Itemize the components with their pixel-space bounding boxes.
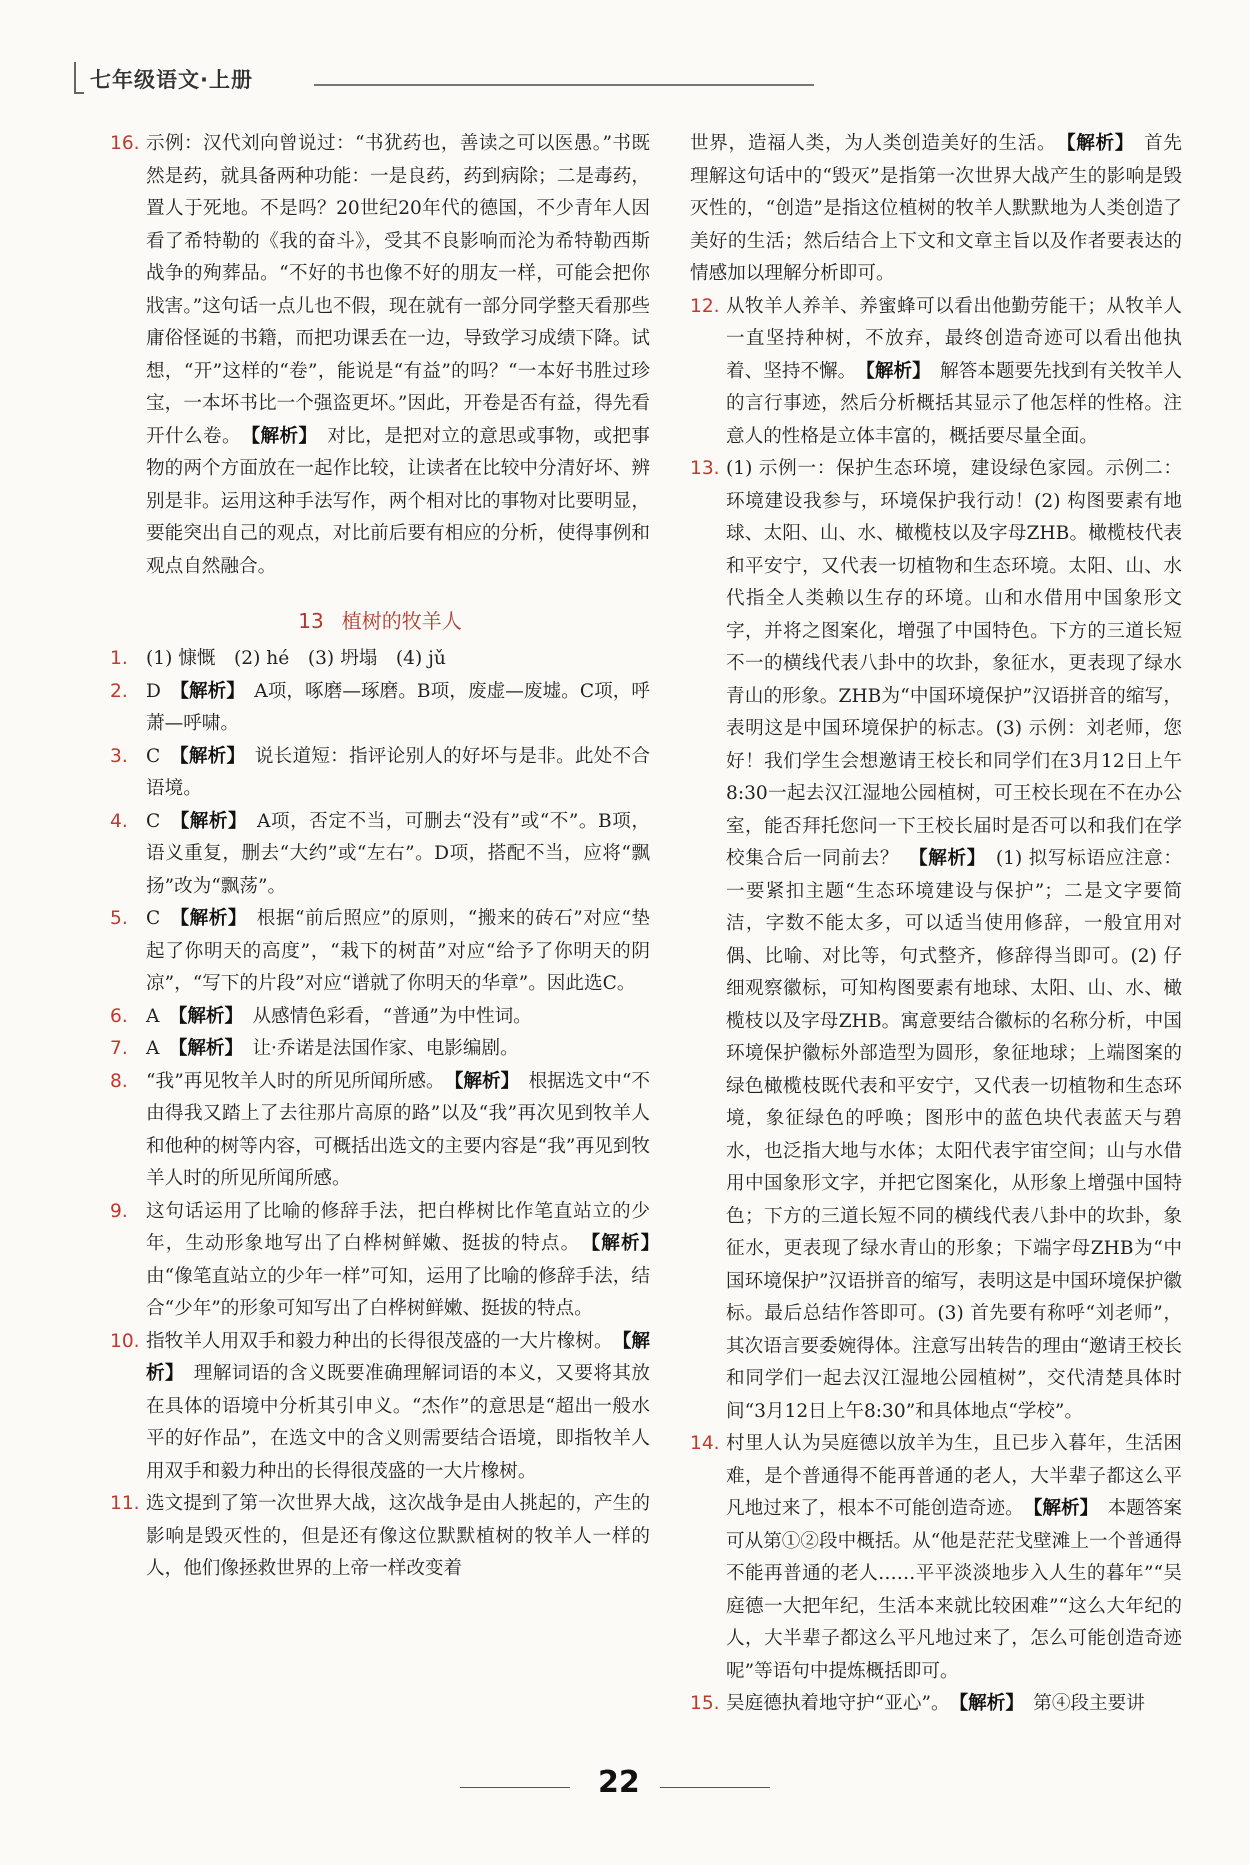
item-analysis: 根据选文中“不由得我又踏上了去往那片高原的路”以及“我”再次见到牧羊人和他种的树等内容，可概括出选文的主要内容是“我”再见到牧羊人时的所见所闻所感。 — [146, 1070, 650, 1189]
item-answer: A — [146, 1038, 160, 1059]
section-heading — [110, 605, 650, 637]
item-number: 2. — [110, 680, 128, 702]
item-answer: 指牧羊人用双手和毅力种出的长得很茂盛的一大片橡树。 — [146, 1330, 604, 1352]
item-answer: 示例：汉代刘向曾说过：“书犹药也，善读之可以医愚。”书既然是药，就具备两种功能：一是良药，药到病除；二是毒药，置人于死地。不是吗？20世纪20年代的德国，不少青年人因看了希特勒的《我的奋斗》，受其不良影响而沦为希特勒西斯战争的殉葬品。“不好的书也像不好的朋友一样，可能会把你戕害。”这句话一点儿也不假，现在就有一部分同学整天看那些庸俗怪诞的书籍，而把功课丢在一边，导致学习成绩下降。试想，“开”这样的“卷”，能说是“有益”的吗？“一本好书胜过珍宝，一本坏书比一个强盗更坏。”因此，开卷是否有益，得先看开什么卷。 — [146, 133, 650, 447]
analysis-label: 【解析】 — [178, 1038, 234, 1059]
analysis-label: 【解析】 — [958, 1693, 1015, 1714]
analysis-label: 【解析】 — [179, 810, 238, 832]
item-answer: (1) 慷慨 (2) hé (3) 坍塌 (4) jǔ — [146, 648, 446, 669]
item-answer: 选文提到了第一次世界大战，这次战争是由人挑起的，产生的影响是毁灭性的，但是还有像这位默默植树的牧羊人一样的人，他们像拯救世界的上帝一样改变着 — [146, 1493, 650, 1579]
answer-item — [110, 1001, 650, 1034]
footer-rule-left — [460, 1787, 570, 1788]
analysis-label: 【解析】 — [146, 1330, 650, 1384]
item-analysis: 由“像笔直站立的少年一样”可知，运用了比喻的修辞手法，结合“少年”的形象可知写出了白桦树鲜嫩、挺拔的特点。 — [146, 1265, 650, 1319]
answer-item — [110, 128, 650, 583]
section-title: 植树的牧羊人 — [341, 609, 462, 633]
item-answer: C — [146, 810, 161, 832]
item-analysis: 理解词语的含义既要准确理解词语的本义，又要将其放在具体的语境中分析其引申义。“杰作”的意思是“超出一般水平的好作品”，在选文中的含义则需要结合语境，即指牧羊人用双手和毅力种出的长得很茂盛的一大片橡树。 — [146, 1363, 650, 1482]
answer-item — [110, 741, 650, 806]
item-number: 5. — [110, 908, 128, 929]
item-answer: 世界，造福人类，为人类创造美好的生活。 — [690, 133, 1047, 154]
item-answer: 村里人认为吴庭德以放羊为生，且已步入暮年，生活困难，是个普通得不能再普通的老人，大半辈子都这么平凡地过来了，根本不可能创造奇迹。 — [726, 1433, 1182, 1519]
analysis-label: 【解析】 — [1033, 1498, 1089, 1519]
answer-item — [110, 903, 650, 1001]
item-analysis: A项，否定不当，可删去“没有”或“不”。B项，语义重复，删去“大约”或“左右”。D项，搭配不当，应将“飘扬”改为“飘荡”。 — [146, 810, 650, 897]
item-analysis: 说长道短：指评论别人的好坏与是非。此处不合语境。 — [146, 745, 650, 799]
page-number: 22 — [598, 1765, 640, 1800]
item-analysis: (1) 拟写标语应注意：一要紧扣主题“生态环境建设与保护”；二是文字要简洁，字数不能太多，可以适当使用修辞，一般宜用对偶、比喻、对比等，句式整齐，修辞得当即可。(2) 仔细观察徽标，可知构图要素有地球、太阳、山、水、橄榄枝以及字母ZHB。寓意要结合徽标的名称分析，中国环境保护徽标外部造型为圆形，象征地球；上端图案的绿色橄榄枝既代表和平安宁，又代表一切植物和生态环境，象征绿色的呼唤；图形中的蓝色块代表蓝天与碧水，也泛指大地与水体；太阳代表宇宙空间；山与水借用中国象形文字，并把它图案化，从形象上增强中国特色；下方的三道长短不同的横线代表八卦中的坎卦，象征水，更表现了绿水青山的形象；下端字母ZHB为“中国环境保护”汉语拼音的缩写，表明这是中国环境保护徽标。最后总结作答即可。(3) 首先要有称呼“刘老师”，其次语言要委婉得体。注意写出转告的理由“邀请王校长和同学们一起去汉江湿地公园植树”，交代清楚具体时间“3月12日上午8:30”和具体地点“学校”。 — [726, 848, 1182, 1422]
item-answer: C — [146, 908, 161, 929]
item-number: 14. — [690, 1433, 720, 1454]
item-analysis: 解答本题要先找到有关牧羊人的言行事迹，然后分析概括其显示了他怎样的性格。注意人的性格是立体丰富的，概括要尽量全面。 — [726, 360, 1182, 447]
answer-item — [690, 128, 1182, 291]
answer-item — [110, 1033, 650, 1066]
item-number: 6. — [110, 1005, 128, 1027]
item-number: 1. — [110, 648, 128, 669]
answer-item — [110, 1488, 650, 1586]
analysis-label: 【解析】 — [179, 680, 236, 702]
answer-item — [110, 806, 650, 904]
answer-item — [110, 643, 650, 676]
item-analysis: A项，啄磨—琢磨。B项，废虚—废墟。C项，呼萧—呼啸。 — [146, 680, 650, 734]
item-analysis: 第④段主要讲 — [1033, 1693, 1145, 1714]
item-number: 7. — [110, 1038, 128, 1059]
item-answer: 从牧羊人养羊、养蜜蜂可以看出他勤劳能干；从牧羊人一直坚持种树，不放弃，最终创造奇迹可以看出他执着、坚持不懈。 — [726, 295, 1182, 382]
page-footer — [0, 1765, 1250, 1805]
item-number: 9. — [110, 1200, 128, 1222]
item-number: 15. — [690, 1693, 720, 1714]
item-analysis: 从感情色彩看，“普通”为中性词。 — [252, 1005, 532, 1027]
right-column — [690, 128, 1182, 1721]
answer-item — [110, 1066, 650, 1196]
analysis-label: 【解析】 — [179, 908, 238, 929]
item-answer: A — [146, 1005, 160, 1027]
header-bracket — [74, 62, 84, 94]
item-answer: “我”再见牧羊人时的所见所闻所感。 — [146, 1070, 436, 1092]
analysis-label: 【解析】 — [1066, 133, 1125, 154]
answer-item — [690, 291, 1182, 454]
item-analysis: 对比，是把对立的意思或事物，或把事物的两个方面放在一起作比较，让读者在比较中分清好坏、辨别是非。运用这种手法写作，两个相对比的事物对比要明显，要能突出自己的观点，对比前后要有相应的分析，使得事例和观点自然融合。 — [146, 425, 650, 577]
item-analysis: 本题答案可从第①②段中概括。从“他是茫茫戈壁滩上一个普通得不能再普通的老人……平平淡淡地步入人生的暮年”“吴庭德一大把年纪，生活本来就比较困难”“这么大年纪的人，大半辈子都这么平凡地过来了，怎么可能创造奇迹呢”等语句中提炼概括即可。 — [726, 1498, 1182, 1682]
item-analysis: 首先理解这句话中的“毁灭”是指第一次世界大战产生的影响是毁灭性的，“创造”是指这位植树的牧羊人默默地为人类创造了美好的生活；然后结合上下文和文章主旨以及作者要表达的情感加以理解分析即可。 — [690, 133, 1182, 284]
answer-item — [690, 453, 1182, 1428]
item-analysis: 根据“前后照应”的原则，“搬来的砖石”对应“垫起了你明天的高度”，“栽下的树苗”对应“给予了你明天的阴凉”，“写下的片段”对应“谱就了你明天的华章”。因此选C。 — [146, 908, 651, 994]
item-number: 11. — [110, 1493, 140, 1514]
item-number: 8. — [110, 1070, 128, 1092]
item-number: 16. — [110, 133, 140, 154]
analysis-label: 【解析】 — [454, 1070, 510, 1092]
analysis-label: 【解析】 — [918, 848, 977, 869]
item-number: 12. — [690, 295, 720, 317]
header-rule — [314, 84, 814, 86]
page-header — [74, 60, 814, 100]
left-column — [110, 128, 650, 1586]
answer-item — [110, 676, 650, 741]
item-answer: 吴庭德执着地守护“亚心”。 — [726, 1693, 941, 1714]
item-number: 13. — [690, 458, 720, 479]
answer-item — [110, 1326, 650, 1489]
item-answer: D — [146, 680, 161, 702]
answer-item — [690, 1428, 1182, 1688]
item-answer: 这句话运用了比喻的修辞手法，把白桦树比作笔直站立的少年，生动形象地写出了白桦树鲜嫩、挺拔的特点。 — [146, 1200, 650, 1254]
item-number: 4. — [110, 810, 128, 832]
item-answer: C — [146, 745, 161, 767]
analysis-label: 【解析】 — [179, 745, 237, 767]
answer-item — [110, 1196, 650, 1326]
analysis-label: 【解析】 — [590, 1233, 651, 1254]
item-number: 10. — [110, 1330, 140, 1352]
header-title: 七年级语文·上册 — [90, 68, 253, 92]
answer-item — [690, 1688, 1182, 1721]
item-number: 3. — [110, 745, 128, 767]
analysis-label: 【解析】 — [178, 1005, 234, 1027]
item-analysis: 让·乔诺是法国作家、电影编剧。 — [252, 1038, 519, 1059]
item-answer: (1) 示例一：保护生态环境，建设绿色家园。示例二：环境建设我参与，环境保护我行动！(2) 构图要素有地球、太阳、山、水、橄榄枝以及字母ZHB。橄榄枝代表和平安宁，又代表一切植物和生态环境。太阳、山、水代指全人类赖以生存的环境。山和水借用中国象形文字，并将之图案化，增强了中国特色。下方的三道长短不一的横线代表八卦中的坎卦，象征水，更表现了绿水青山的形象。ZHB为“中国环境保护”汉语拼音的缩写，表明这是中国环境保护的标志。(3) 示例：刘老师，您好！我们学生会想邀请王校长和同学们在3月12日上午8:30一起去汉江湿地公园植树，可王校长现在不在办公室，能否拜托您问一下王校长届时是否可以和我们在学校集合后一同前去？ — [726, 458, 1182, 869]
analysis-label: 【解析】 — [865, 360, 922, 382]
footer-rule-right — [660, 1787, 770, 1788]
analysis-label: 【解析】 — [250, 425, 309, 447]
section-number: 13 — [298, 609, 324, 633]
